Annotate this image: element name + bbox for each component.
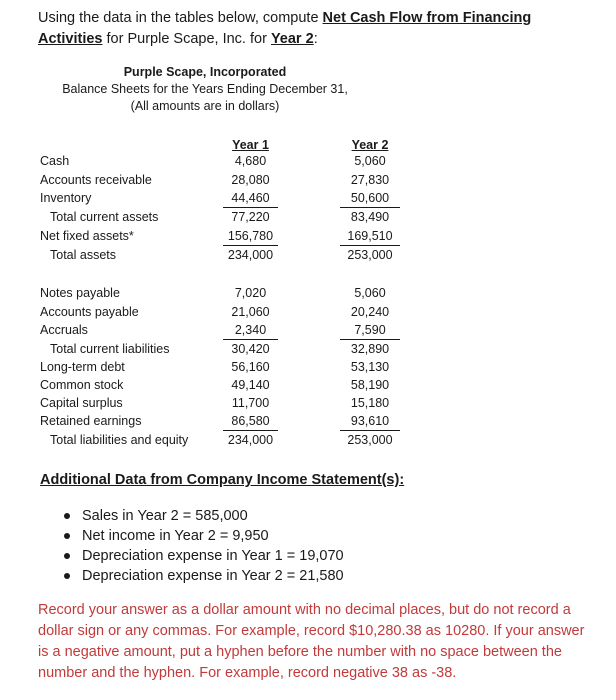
row-label: Total current assets [50, 210, 159, 224]
question-term: Net Cash Flow from Financing Activities [38, 10, 532, 47]
table-row [40, 394, 420, 412]
question-middle: for Purple Scape, Inc. for [102, 31, 271, 47]
additional-data-list [60, 506, 344, 586]
row-label: Capital surplus [40, 396, 123, 410]
table-row [40, 376, 420, 394]
year2-value: 93,610 [340, 412, 400, 431]
additional-data-heading: Additional Data from Company Income Statement(s): [40, 472, 405, 488]
year1-value: 2,340 [223, 321, 278, 340]
table-row [40, 358, 420, 376]
question-prefix: Using the data in the tables below, compute [38, 10, 323, 26]
row-label: Total liabilities and equity [50, 433, 189, 447]
year2-value: 7,590 [340, 321, 400, 340]
year2-value: 83,490 [350, 210, 390, 224]
year2-value: 253,000 [347, 248, 393, 262]
row-label: Net fixed assets* [40, 229, 134, 243]
row-label: Accounts receivable [40, 173, 152, 187]
table-row [40, 321, 420, 339]
year1-value: 234,000 [227, 248, 274, 262]
row-label: Retained earnings [40, 414, 142, 428]
list-item: Depreciation expense in Year 2 = 21,580 [60, 566, 344, 586]
row-label: Accruals [40, 323, 88, 337]
list-item: Net income in Year 2 = 9,950 [60, 526, 344, 546]
year2-value: 32,890 [350, 342, 390, 356]
year2-value: 169,510 [340, 227, 400, 246]
row-label: Inventory [40, 191, 92, 205]
year2-value: 50,600 [340, 189, 400, 208]
answer-instructions: Record your answer as a dollar amount with no decimal places, but do not record a dollar sign or any commas. For example, record $10,280.38 as 10280. If your answer is a negative amount, put a hyphen before the number with no space between the number and the hyphen. For example, record negative 38 as -38. [38, 602, 585, 681]
year1-value: 7,020 [234, 286, 267, 300]
amounts-note: (All amounts are in dollars) [130, 99, 280, 113]
row-label: Common stock [40, 378, 124, 392]
year2-value: 5,060 [354, 154, 386, 168]
table-row [40, 412, 420, 430]
table-row [40, 189, 420, 207]
question-prompt [38, 8, 598, 50]
row-label: Notes payable [40, 286, 120, 300]
year1-value: 234,000 [227, 433, 274, 447]
year2-value: 58,190 [350, 378, 390, 392]
year1-value: 28,080 [231, 173, 270, 187]
year1-value: 77,220 [231, 210, 270, 224]
year1-value: 86,580 [223, 412, 278, 431]
year1-value: 11,700 [231, 396, 270, 410]
table-row [40, 208, 420, 226]
list-item: Sales in Year 2 = 585,000 [60, 506, 344, 526]
list-item: Depreciation expense in Year 1 = 19,070 [60, 546, 344, 566]
year2-value: 53,130 [350, 360, 390, 374]
year1-header: Year 1 [232, 138, 269, 152]
year2-value: 20,240 [350, 305, 390, 319]
table-row [40, 340, 420, 358]
table-row [40, 303, 420, 321]
question-year: Year 2 [270, 31, 314, 47]
year2-header: Year 2 [351, 138, 389, 152]
year1-value: 30,420 [231, 342, 270, 356]
statement-subtitle: Balance Sheets for the Years Ending December 31, [62, 82, 348, 96]
table-row [40, 171, 420, 189]
year1-value: 49,140 [231, 378, 270, 392]
table-row [40, 246, 420, 264]
year1-value: 56,160 [231, 360, 270, 374]
year2-value: 253,000 [347, 433, 393, 447]
year1-value: 44,460 [223, 189, 278, 208]
table-row [40, 284, 420, 302]
row-label: Long-term debt [40, 360, 125, 374]
year1-value: 4,680 [234, 154, 267, 168]
year2-value: 5,060 [354, 286, 386, 300]
table-row [40, 152, 420, 170]
question-suffix: : [313, 31, 318, 47]
company-name: Purple Scape, Incorporated [123, 65, 287, 79]
year1-value: 156,780 [223, 227, 278, 246]
row-label: Cash [40, 154, 70, 168]
year2-value: 15,180 [350, 396, 390, 410]
year2-value: 27,830 [350, 173, 390, 187]
row-label: Total assets [50, 248, 117, 262]
table-row [40, 431, 420, 449]
row-label: Accounts payable [40, 305, 139, 319]
table-row [40, 227, 420, 245]
year1-value: 21,060 [231, 305, 270, 319]
row-label: Total current liabilities [50, 342, 170, 356]
